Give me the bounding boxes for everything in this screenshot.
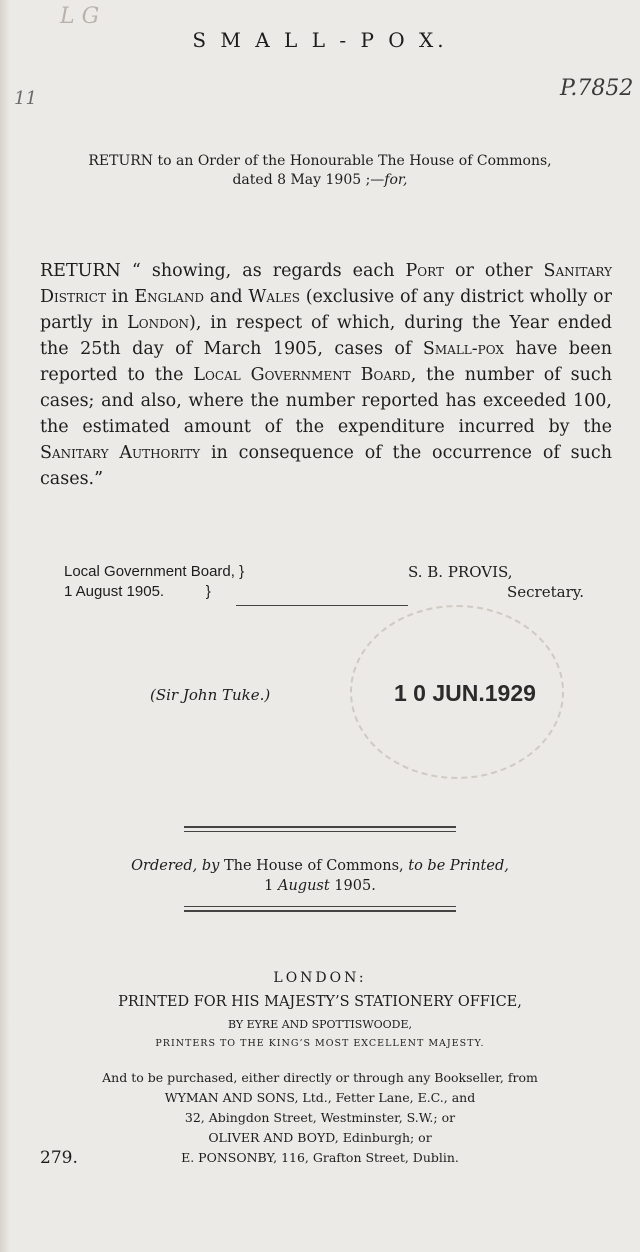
body-smallcaps: Wales — [248, 287, 300, 307]
sales-line: OLIVER AND BOYD, Edinburgh; or — [208, 1130, 432, 1145]
subtitle-line-2 — [0, 171, 640, 190]
body-text: or other — [443, 261, 544, 281]
sales-line: And to be purchased, either directly or through any Bookseller, from — [102, 1070, 538, 1085]
body-text: and — [203, 287, 249, 307]
divider-bottom-1 — [184, 906, 456, 907]
imprint-city: LONDON: — [273, 970, 367, 986]
imprint-printed-for: PRINTED FOR HIS MAJESTY’S STATIONERY OFFICE, — [118, 994, 522, 1010]
document-heading: S M A L L - P O X. — [192, 28, 448, 52]
order-month: August — [278, 878, 330, 894]
body-text: ), in respect of which, during the Year ended the 25th day of March 1905, cases of — [40, 313, 612, 359]
body-text: in — [105, 287, 135, 307]
order-year: 1905. — [329, 878, 376, 894]
body-smallcaps: Small-pox — [422, 339, 504, 359]
body-text: (exclusive of any district wholly or partly in — [40, 287, 612, 333]
member-name: (Sir John Tuke.) — [150, 686, 271, 704]
imprint-sales — [0, 1068, 640, 1168]
library-stamp-date: 1 0 JUN.1929 — [394, 680, 536, 706]
board-signature-block — [64, 562, 244, 602]
sales-line: E. PONSONBY, 116, Grafton Street, Dublin. — [181, 1150, 459, 1165]
body-text: have been reported to the — [40, 339, 612, 385]
body-smallcaps: Port — [405, 261, 444, 281]
imprint-printer: BY EYRE AND SPOTTISWOODE, — [227, 1018, 413, 1031]
sales-line: 32, Abingdon Street, Westminster, S.W.; or — [184, 1110, 456, 1125]
page-number: 279. — [40, 1148, 78, 1168]
printing-order — [0, 856, 640, 896]
order-line-2 — [0, 876, 640, 896]
body-smallcaps: Sanitary Authority — [40, 443, 201, 463]
order-line-1 — [0, 856, 640, 876]
body-smallcaps: London — [127, 313, 190, 333]
subtitle-date: dated 8 May 1905 ;— — [232, 172, 385, 188]
order-house: The House of Commons, — [223, 858, 404, 874]
divider-top-2 — [184, 831, 456, 832]
order-day: 1 — [264, 878, 278, 894]
divider-bottom-2 — [184, 910, 456, 912]
return-body — [40, 258, 612, 492]
pencil-mark: L G — [60, 4, 100, 29]
divider-top-1 — [184, 826, 456, 828]
body-smallcaps: Sanitary District — [40, 261, 612, 307]
body-text: RETURN “ showing, as regards each — [40, 261, 406, 281]
subtitle-for: for, — [384, 172, 408, 188]
body-text: in consequence of the occurrence of such cases.” — [40, 443, 612, 489]
body-smallcaps: Local Government Board — [193, 365, 411, 385]
subtitle-line-1: RETURN to an Order of the Honourable The House of Commons, — [88, 153, 552, 169]
order-word: Ordered, — [131, 858, 198, 874]
order-word: to be Printed, — [403, 858, 509, 874]
return-subtitle — [0, 152, 640, 190]
body-text: , the number of such cases; and also, where the number reported has exceeded 100, the estimated amount of the expenditure incurred by the — [40, 365, 612, 437]
imprint-printers-to: PRINTERS TO THE KING’S MOST EXCELLENT MAJESTY. — [155, 1038, 485, 1049]
secretary-title: Secretary. — [507, 583, 584, 601]
margin-handwriting: 11 — [14, 88, 37, 109]
divider-short — [236, 605, 408, 606]
sales-line: WYMAN AND SONS, Ltd., Fetter Lane, E.C., and — [164, 1090, 476, 1105]
board-name: Local Government Board, } — [64, 563, 245, 580]
secretary-name: S. B. PROVIS, — [408, 563, 513, 581]
reference-handwriting: P.7852 — [560, 76, 634, 101]
board-date: 1 August 1905. } — [64, 583, 211, 600]
body-smallcaps: England — [134, 287, 204, 307]
order-word: by — [197, 858, 224, 874]
secretary-signature-block — [408, 562, 584, 602]
